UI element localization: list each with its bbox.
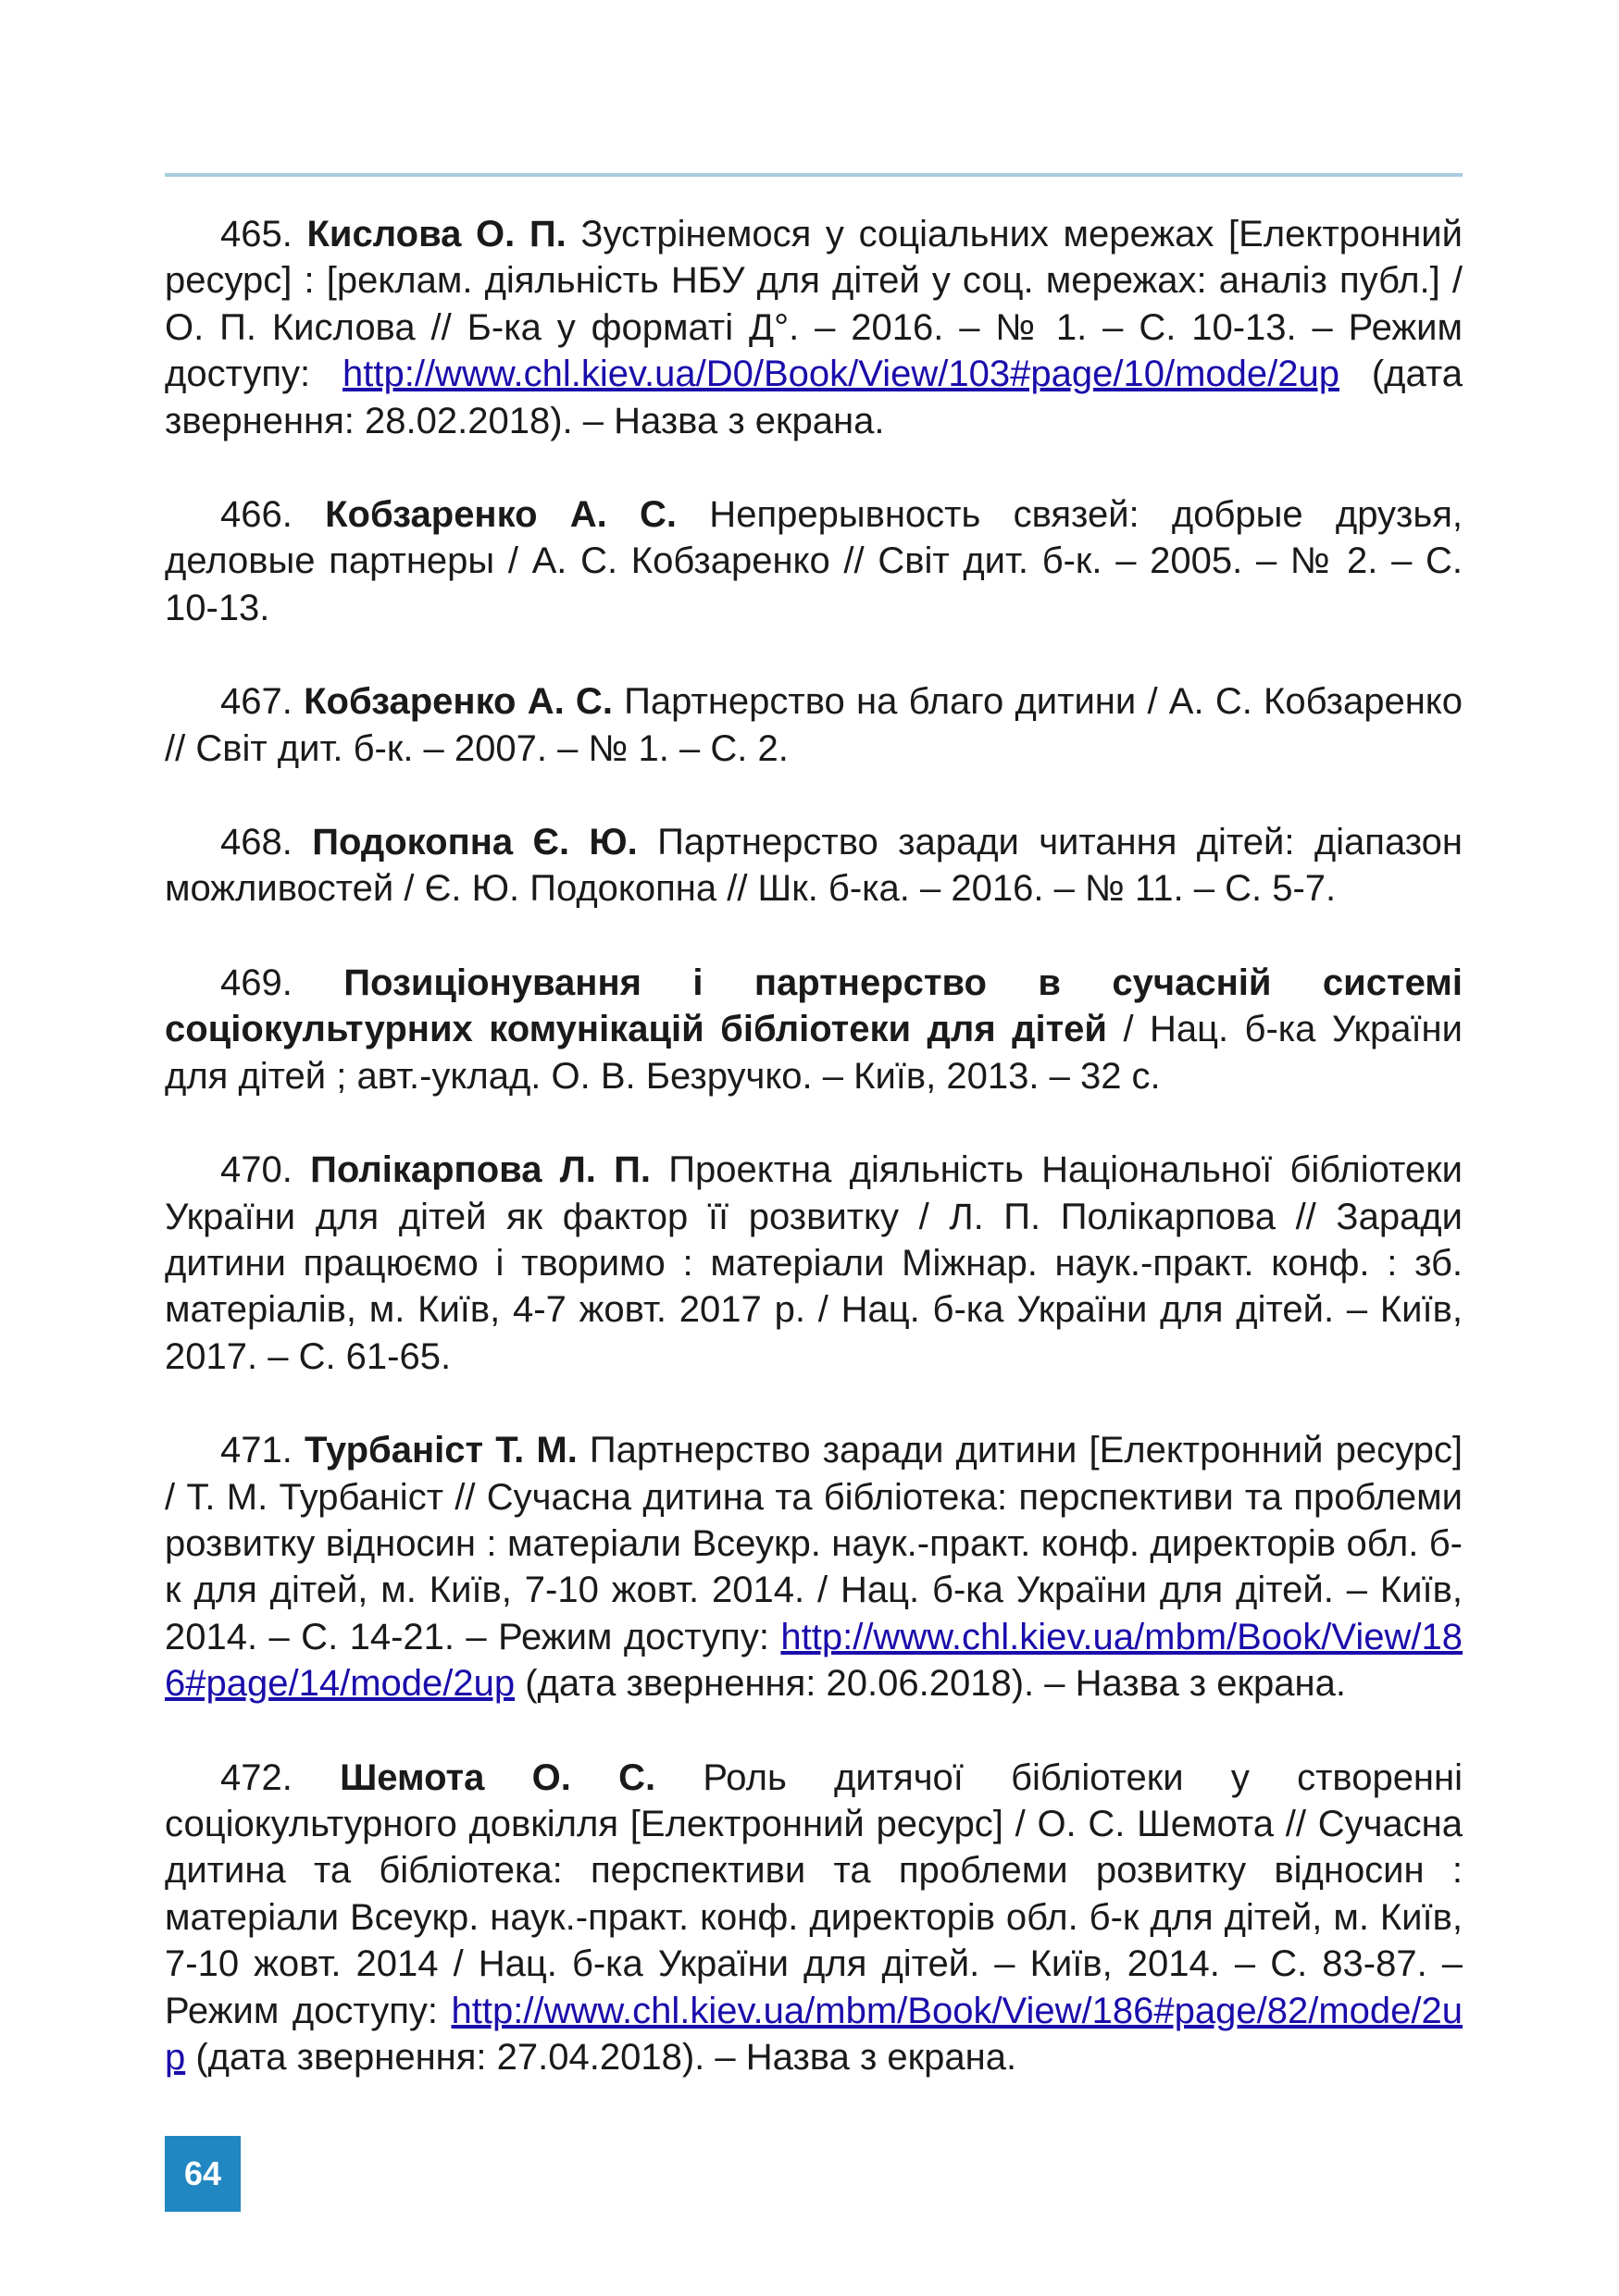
entry-text: Роль дитячої бібліотеки у створенні соціокультурного довкілля [Електронний ресурс] / О. С. Шемота // Сучасна дитина та бібліотека: перспективи та проблеми розвитку відносин : матеріали Всеукр. наук.-практ. конф. директорів обл. б-к для дітей, м. Київ, 7-10 жовт. 2014 / Нац. б-ка України для дітей. – Київ, 2014. – С. 83-87. – Режим доступу:: [165, 1756, 1463, 2031]
bibliography-entry-472: [165, 1755, 1463, 2081]
entry-text: Партнерство на благо дитини / А. С. Кобзаренко // Світ дит. б-к. – 2007. – № 1. – С. 2.: [165, 681, 1463, 769]
page-number-badge: 64: [165, 2136, 241, 2212]
entry-link[interactable]: http://www.chl.kiev.ua/mbm/Book/View/186#page/14/mode/2up: [165, 1616, 1463, 1705]
entry-number: 465.: [220, 214, 293, 254]
entry-number: 472.: [220, 1756, 293, 1798]
entry-text: / Нац. б-ка України для дітей ; авт.-уклад. О. В. Безручко. – Київ, 2013. – 32 с.: [165, 1009, 1463, 1097]
entry-access-date: (дата звернення: 28.02.2018). – Назва з екрана.: [165, 354, 1463, 441]
entry-title: Позиціонування і партнерство в сучасній системі соціокультурних комунікацій бібліотеки для дітей: [165, 962, 1463, 1050]
entry-number: 470.: [220, 1149, 293, 1191]
entry-text: Непрерывность связей: добрые друзья, деловые партнеры / А. С. Кобзаренко // Світ дит. б-к. – 2005. – № 2. – С. 10-13.: [165, 494, 1463, 628]
entry-author: Подокопна Є. Ю.: [312, 822, 638, 863]
entry-author: Кислова О. П.: [306, 214, 567, 254]
entry-author: Кобзаренко А. С.: [304, 681, 613, 723]
entry-access-date: (дата звернення: 20.06.2018). – Назва з екрана.: [515, 1663, 1346, 1705]
entry-text: Проектна діяльність Національної бібліотеки України для дітей як фактор її розвитку / Л. П. Полікарпова // Заради дитини працюємо і творимо : матеріали Міжнар. наук.-практ. конф. : зб. матеріалів, м. Київ, 4-7 жовт. 2017 р. / Нац. б-ка України для дітей. – Київ, 2017. – С. 61-65.: [165, 1149, 1463, 1377]
bibliography-entry-466: [165, 491, 1463, 631]
bibliography-entry-469: [165, 960, 1463, 1099]
entry-link[interactable]: http://www.chl.kiev.ua/D0/Book/View/103#page/10/mode/2up: [342, 354, 1339, 395]
entry-access-date: (дата звернення: 27.04.2018). – Назва з екрана.: [185, 2037, 1017, 2078]
bibliography-entry-468: [165, 819, 1463, 912]
bibliography-entry-471: [165, 1427, 1463, 1706]
entry-number: 466.: [220, 494, 293, 536]
bibliography-entry-465: [165, 211, 1463, 444]
header-rule: [165, 173, 1463, 177]
bibliography-entry-467: [165, 678, 1463, 772]
bibliography-list: [165, 211, 1463, 2128]
entry-author: Кобзаренко А. С.: [325, 494, 678, 536]
entry-number: 471.: [220, 1430, 293, 1471]
entry-text: Партнерство заради читання дітей: діапазон можливостей / Є. Ю. Подокопна // Шк. б-ка. – 2016. – № 11. – С. 5-7.: [165, 822, 1463, 910]
entry-number: 468.: [220, 822, 293, 863]
entry-author: Полікарпова Л. П.: [310, 1149, 652, 1191]
bibliography-entry-470: [165, 1147, 1463, 1380]
entry-link[interactable]: http://www.chl.kiev.ua/mbm/Book/View/186#page/82/mode/2up: [165, 1990, 1463, 2078]
entry-number: 467.: [220, 681, 293, 723]
entry-text: Партнерство заради дитини [Електронний ресурс] / Т. М. Турбаніст // Сучасна дитина та бібліотека: перспективи та проблеми розвитку відносин : матеріали Всеукр. наук.-практ. конф. директорів обл. б-к для дітей, м. Київ, 7-10 жовт. 2014. / Нац. б-ка України для дітей. – Київ, 2014. – С. 14-21. – Режим доступу:: [165, 1430, 1463, 1657]
entry-author: Шемота О. С.: [340, 1756, 656, 1798]
entry-text: Зустрінемося у соціальних мережах [Електронний ресурс] : [реклам. діяльність НБУ для дітей у соц. мережах: аналіз публ.] / О. П. Кислова // Б-ка у форматі Д°. – 2016. – № 1. – С. 10-13. – Режим доступу:: [165, 214, 1463, 395]
entry-number: 469.: [220, 962, 293, 1003]
entry-author: Турбаніст Т. М.: [304, 1430, 578, 1471]
